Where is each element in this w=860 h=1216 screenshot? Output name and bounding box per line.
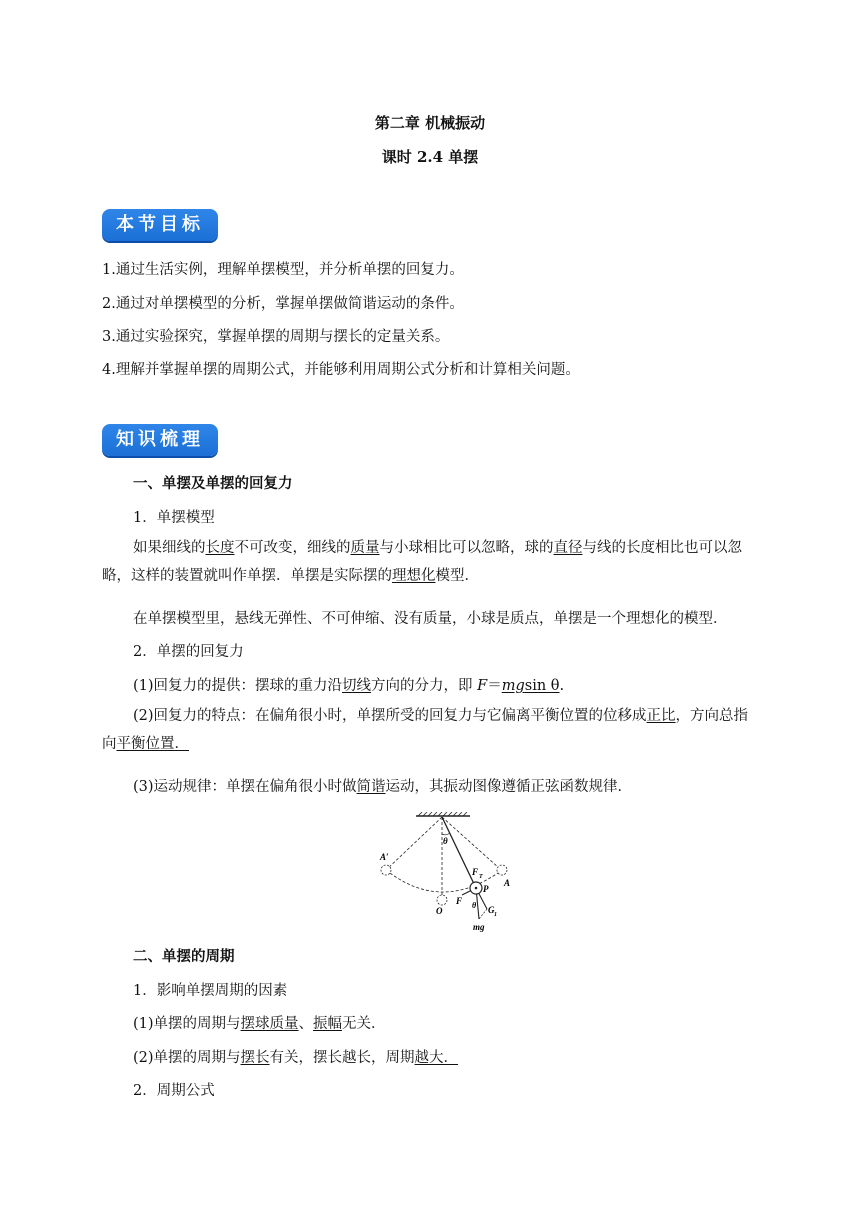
- label-a: A: [504, 878, 511, 888]
- label-tension-subscript: T: [479, 874, 483, 880]
- label-g: G: [488, 905, 495, 915]
- label-theta-top: θ: [443, 836, 448, 846]
- goals-badge: 本节目标: [102, 209, 218, 241]
- label-p: P: [483, 884, 489, 894]
- paragraph-ideal-model: 在单摆模型里，悬线无弹性、不可伸缩、没有质量，小球是质点，单摆是一个理想化的模型．: [133, 611, 728, 627]
- label-g-subscript: 1: [494, 912, 497, 918]
- lesson-title: 课时 2.4 单摆: [381, 148, 479, 166]
- label-theta-bottom: θ: [472, 901, 477, 910]
- subheading: 1．单摆模型: [133, 510, 215, 526]
- pendulum-diagram: [376, 812, 526, 934]
- period-factor-2: (2)单摆的周期与摆长有关，摆长越长，周期越大．: [133, 1050, 459, 1066]
- knowledge-badge: 知识梳理: [102, 424, 218, 456]
- period-factor-1: (1)单摆的周期与摆球质量、振幅无关．: [133, 1016, 386, 1032]
- label-o: O: [436, 906, 443, 916]
- motion-law: (3)运动规律：单摆在偏角很小时做简谐运动，其振动图像遵循正弦函数规律．: [133, 779, 633, 795]
- label-f: F: [456, 896, 463, 906]
- section-heading: 二、单摆的周期: [133, 948, 235, 965]
- chapter-title: 第二章 机械振动: [374, 114, 486, 132]
- paragraph-pendulum-model: 如果细线的长度不可改变，细线的质量与小球相比可以忽略，球的直径与线的长度相比也可以忽略，这样的装置就叫作单摆．单摆是实际摆的理想化模型．: [102, 540, 742, 584]
- goal-item: 3.通过实验探究，掌握单摆的周期与摆长的定量关系。: [102, 329, 450, 345]
- label-tension: F: [472, 867, 479, 877]
- section-heading: 一、单摆及单摆的回复力: [133, 475, 293, 492]
- restoring-force-source: (1)回复力的提供：摆球的重力沿切线方向的分力，即 F＝mgsin θ.: [133, 678, 565, 694]
- subheading: 2．单摆的回复力: [133, 644, 244, 660]
- label-a-prime: A′: [380, 852, 389, 862]
- goal-item: 2.通过对单摆模型的分析，掌握单摆做简谐运动的条件。: [102, 296, 464, 312]
- goal-item: 1.通过生活实例，理解单摆模型，并分析单摆的回复力。: [102, 262, 464, 278]
- subheading: 1．影响单摆周期的因素: [133, 983, 288, 999]
- subheading: 2．周期公式: [133, 1083, 215, 1099]
- restoring-force-feature: (2)回复力的特点：在偏角很小时，单摆所受的回复力与它偏离平衡位置的位移成正比，方向总指向平衡位置．: [102, 708, 749, 752]
- label-mg: mg: [473, 922, 485, 932]
- goal-item: 4.理解并掌握单摆的周期公式，并能够利用周期公式分析和计算相关问题。: [102, 362, 580, 378]
